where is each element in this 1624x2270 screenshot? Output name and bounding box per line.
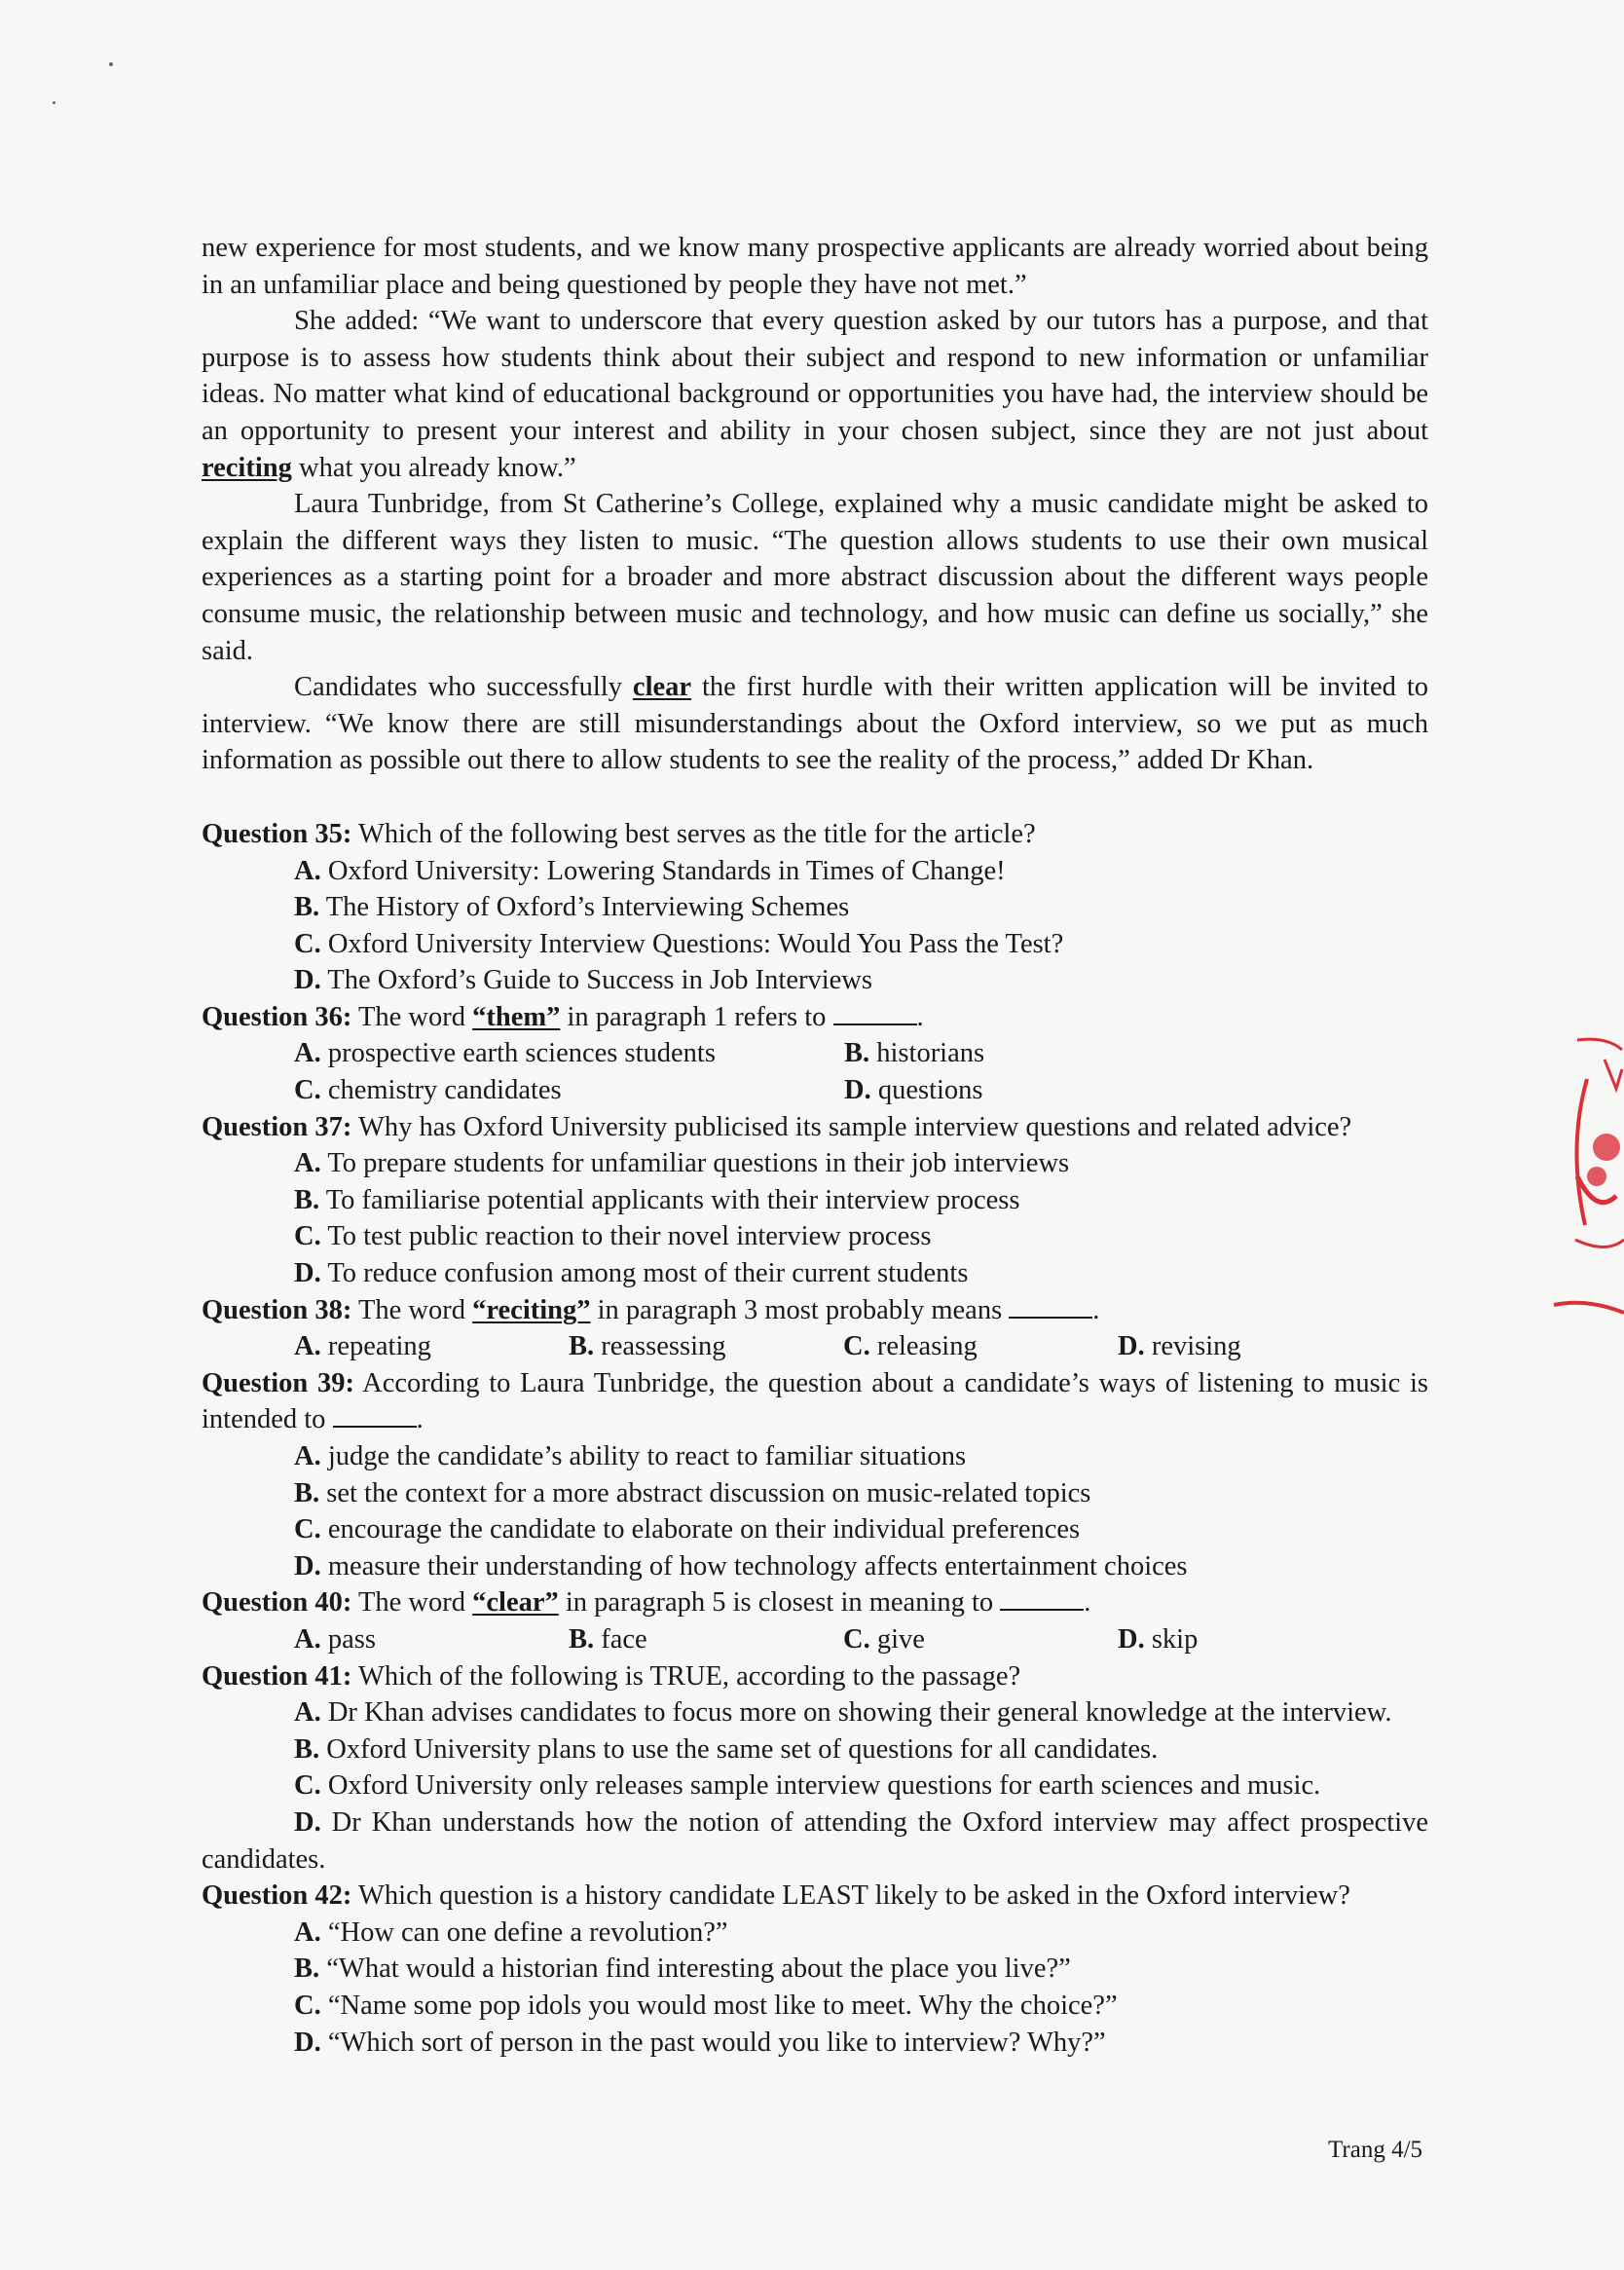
question-42: Question 42: Which question is a history candidate LEAST likely to be asked in the Oxford interview? <box>202 1880 1350 1912</box>
answer-blank <box>833 1002 917 1025</box>
keyword-clear: clear <box>632 672 692 703</box>
question-36: Question 36: The word “them” in paragraph 1 refers to . <box>202 1001 924 1032</box>
keyword-reciting: reciting <box>202 452 292 483</box>
option-d[interactable]: D. The Oxford’s Guide to Success in Job Interviews <box>294 965 872 996</box>
red-seal-stamp <box>1548 1030 1624 1322</box>
option-c[interactable]: C. Oxford University Interview Questions: Would You Pass the Test? <box>294 928 1064 959</box>
question-40: Question 40: The word “clear” in paragraph 5 is closest in meaning to . <box>202 1587 1091 1619</box>
option-b[interactable]: B. “What would a historian find interesting about the place you live?” <box>294 1954 1071 1985</box>
answer-blank <box>333 1404 417 1428</box>
option-b[interactable]: B. To familiarise potential applicants with their interview process <box>294 1184 1020 1215</box>
passage-paragraph: Laura Tunbridge, from St Catherine’s College, explained why a music candidate might be asked to explain the different ways they listen to music. “The question allows students to use their own musical experiences as a starting point for a broader and more abstract discussion about the different ways people consume music, the relationship between music and technology, and how music can define us socially,” she said. <box>202 489 1428 666</box>
option-a[interactable]: A. judge the candidate’s ability to react to familiar situations <box>294 1441 967 1471</box>
option-b[interactable]: B. reassessing <box>569 1331 726 1362</box>
option-c[interactable]: C. releasing <box>843 1331 978 1362</box>
option-b[interactable]: B. set the context for a more abstract discussion on music-related topics <box>294 1477 1091 1508</box>
option-c[interactable]: C. Oxford University only releases sample interview questions for earth sciences and music. <box>294 1770 1321 1802</box>
page-number: Trang 4/5 <box>1328 2137 1423 2163</box>
option-d[interactable]: D. measure their understanding of how technology affects entertainment choices <box>294 1550 1188 1582</box>
option-a[interactable]: A. Oxford University: Lowering Standards in Times of Change! <box>294 855 1006 886</box>
option-a[interactable]: A. prospective earth sciences students <box>294 1038 716 1069</box>
answer-blank <box>1000 1587 1084 1611</box>
options-row <box>294 1072 1428 1109</box>
option-b[interactable]: B. The History of Oxford’s Interviewing Schemes <box>294 892 850 923</box>
exam-page <box>202 230 1428 2061</box>
passage-paragraph: She added: “We want to underscore that every question asked by our tutors has a purpose, and that purpose is to assess how students think about their subject and respond to new information or unfamiliar ideas. No matter what kind of educational background or opportunities you have had, the interview should be an opportunity to present your interest and ability in your chosen subject, since they are not just about reciting what you already know.” <box>202 306 1428 483</box>
question-35: Question 35: Which of the following best serves as the title for the article? <box>202 818 1036 849</box>
option-d[interactable]: D. “Which sort of person in the past would you like to interview? Why?” <box>294 2027 1106 2058</box>
option-c[interactable]: C. encourage the candidate to elaborate on their individual preferences <box>294 1514 1081 1545</box>
options-row <box>294 1621 1428 1658</box>
option-c[interactable]: C. “Name some pop idols you would most like to meet. Why the choice?” <box>294 1990 1118 2021</box>
option-a[interactable]: A. To prepare students for unfamiliar questions in their job interviews <box>294 1148 1070 1179</box>
answer-blank <box>1009 1295 1092 1319</box>
keyword-them: “them” <box>472 1001 561 1032</box>
question-38: Question 38: The word “reciting” in paragraph 3 most probably means . <box>202 1294 1100 1325</box>
options-row <box>294 1035 1428 1072</box>
option-d[interactable]: D. Dr Khan understands how the notion of attending the Oxford interview may affect prospective candidates. <box>202 1806 1428 1875</box>
option-d[interactable]: D. skip <box>1118 1623 1199 1655</box>
option-d[interactable]: D. To reduce confusion among most of their current students <box>294 1258 969 1289</box>
keyword-clear: “clear” <box>472 1587 559 1619</box>
option-a[interactable]: A. pass <box>294 1623 376 1655</box>
scan-speck <box>109 62 113 66</box>
passage-paragraph: Candidates who successfully clear the first hurdle with their written application will be invited to interview. “We know there are still misunderstandings about the Oxford interview, so we put as much information as possible out there to allow students to see the reality of the process,” added Dr Khan. <box>202 672 1428 776</box>
option-a[interactable]: A. “How can one define a revolution?” <box>294 1916 728 1948</box>
question-37: Question 37: Why has Oxford University publicised its sample interview questions and related advice? <box>202 1111 1352 1142</box>
options-row <box>294 1328 1428 1365</box>
keyword-reciting: “reciting” <box>472 1294 591 1325</box>
option-b[interactable]: B. historians <box>844 1038 985 1069</box>
option-a[interactable]: A. repeating <box>294 1331 431 1362</box>
scan-speck <box>53 101 55 104</box>
question-39: Question 39: According to Laura Tunbridge, the question about a candidate’s ways of listening to music is intended to . <box>202 1367 1428 1435</box>
option-a[interactable]: A. Dr Khan advises candidates to focus more on showing their general knowledge at the interview. <box>294 1697 1392 1729</box>
option-c[interactable]: C. To test public reaction to their novel interview process <box>294 1221 932 1252</box>
option-c[interactable]: C. chemistry candidates <box>294 1075 562 1106</box>
option-b[interactable]: B. face <box>569 1623 647 1655</box>
question-41: Question 41: Which of the following is TRUE, according to the passage? <box>202 1660 1021 1692</box>
option-b[interactable]: B. Oxford University plans to use the same set of questions for all candidates. <box>294 1733 1159 1765</box>
option-d[interactable]: D. questions <box>844 1075 983 1106</box>
option-d[interactable]: D. revising <box>1118 1331 1241 1362</box>
passage-paragraph: new experience for most students, and we know many prospective applicants are already worried about being in an unfamiliar place and being questioned by people they have not met.” <box>202 233 1428 300</box>
option-c[interactable]: C. give <box>843 1623 925 1655</box>
